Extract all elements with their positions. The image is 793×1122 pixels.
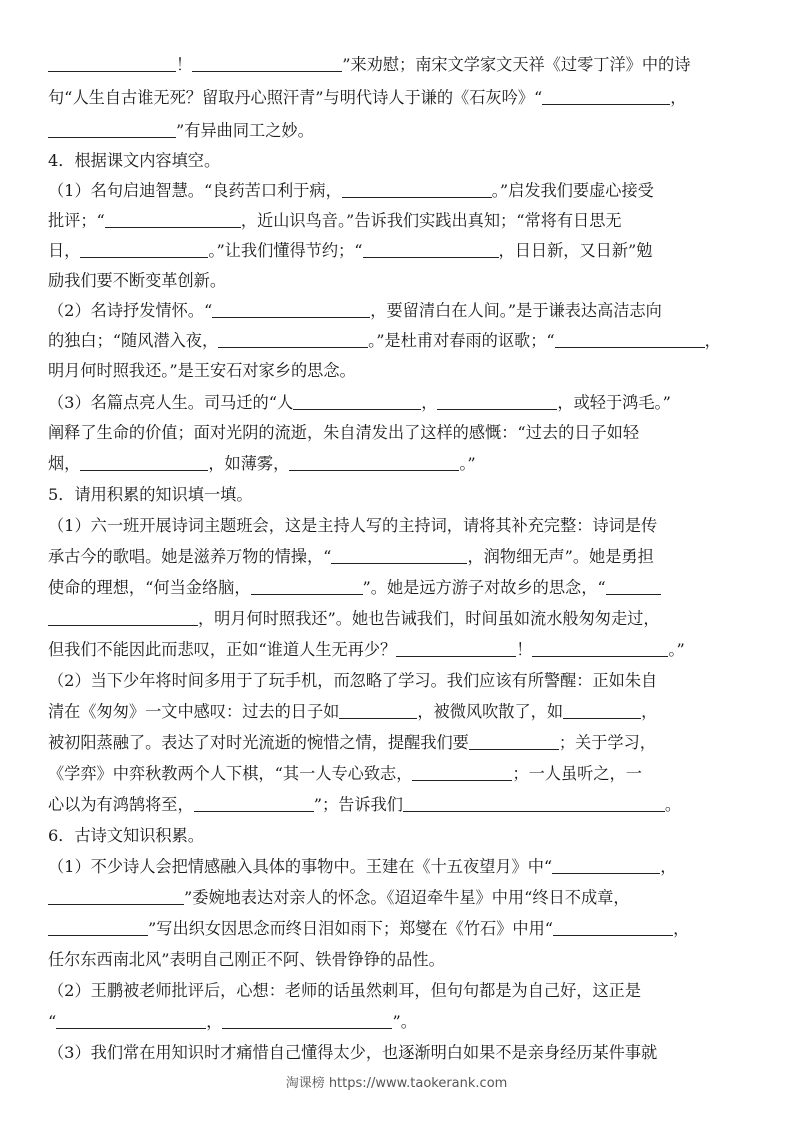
answer-blank[interactable] — [469, 732, 559, 750]
answer-blank[interactable] — [192, 54, 342, 72]
answer-blank[interactable] — [553, 918, 673, 936]
text-line: “ ， ”。 — [48, 1012, 417, 1031]
text-line: ”有异曲同工之妙。 — [48, 118, 748, 146]
answer-blank[interactable] — [212, 300, 370, 318]
answer-blank[interactable] — [80, 453, 208, 471]
answer-blank[interactable] — [251, 577, 363, 595]
answer-blank[interactable] — [331, 546, 467, 564]
answer-blank[interactable] — [105, 210, 241, 228]
text-line: ！ ”来劝慰；南宋文学家文天祥《过零丁洋》中的诗 — [48, 52, 748, 80]
answer-blank[interactable] — [289, 453, 459, 471]
answer-blank[interactable] — [542, 87, 670, 105]
question-heading: 5．请用积累的知识填一填。 — [48, 485, 253, 504]
text-line: （3）名篇点亮人生。司马迁的“人 ， ，或轻于鸿毛。” — [48, 393, 671, 412]
answer-blank[interactable] — [48, 918, 148, 936]
text-line: ，明月何时照我还”。她也告诫我们，时间虽如流水般匆匆走过， — [48, 606, 748, 634]
answer-blank[interactable] — [293, 392, 421, 410]
text-line: （2）名诗抒发情怀。“ ，要留清白在人间。”是于谦表达高洁志向 — [48, 301, 662, 320]
answer-blank[interactable] — [339, 701, 417, 719]
answer-blank[interactable] — [342, 180, 492, 198]
answer-blank[interactable] — [606, 577, 661, 595]
text-line: 承古今的歌唱。她是滋养万物的情操，“ ，润物细无声”。她是勇担 — [48, 547, 654, 566]
text-line: 使命的理想，“何当金络脑， ”。她是远方游子对故乡的思念，“ — [48, 575, 748, 603]
text-line: （1）六一班开展诗词主题班会，这是主持人写的主持词，请将其补充完整：诗词是传 — [48, 516, 658, 535]
footer-text: 淘课榜 https://www.taokerank.com — [285, 1076, 508, 1091]
text-line: （3）我们常在用知识时才痛惜自己懂得太少，也逐渐明白如果不是亲身经历某件事就 — [48, 1043, 658, 1062]
answer-blank[interactable] — [412, 763, 512, 781]
text-line: （2）王鹏被老师批评后，心想：老师的话虽然刺耳，但句句都是为自己好，这正是 — [48, 981, 642, 1000]
answer-blank[interactable] — [222, 1011, 392, 1029]
answer-blank[interactable] — [80, 240, 208, 258]
text-line: 任尔东西南北风”表明自己刚正不阿、铁骨铮铮的品性。 — [48, 950, 445, 969]
text-line: 阐释了生命的价值；面对光阴的流逝，朱自清发出了这样的感慨：“过去的日子如轻 — [48, 423, 640, 442]
answer-blank[interactable] — [563, 701, 641, 719]
question-heading: 6．古诗文知识积累。 — [48, 826, 204, 845]
text-line: 的独白；“随风潜入夜， 。”是杜甫对春雨的讴歌；“ ， — [48, 331, 721, 350]
answer-blank[interactable] — [218, 330, 368, 348]
answer-blank[interactable] — [396, 639, 516, 657]
text-line: 《学弈》中弈秋教两个人下棋，“其一人专心致志， ；一人虽听之，一 — [48, 764, 642, 783]
answer-blank[interactable] — [555, 330, 705, 348]
text-line: （1）名句启迪智慧。“良药苦口利于病， 。”启发我们要虚心接受 — [48, 181, 654, 200]
answer-blank[interactable] — [48, 608, 198, 626]
text-line: 励我们要不断变革创新。 — [48, 271, 227, 290]
answer-blank[interactable] — [48, 887, 184, 905]
answer-blank[interactable] — [552, 856, 660, 874]
text-line: 句“人生自古谁无死？留取丹心照汗青”与明代诗人于谦的《石灰吟》“ ， — [48, 88, 687, 107]
answer-blank[interactable] — [48, 54, 176, 72]
page-footer — [0, 1072, 793, 1091]
text-line: 但我们不能因此而悲叹，正如“谁道人生无再少？ ！ 。” — [48, 640, 685, 659]
text-line: ”委婉地表达对亲人的怀念。《迢迢牵牛星》中用“终日不成章， — [48, 885, 748, 913]
text-line: 明月何时照我还。”是王安石对家乡的思念。 — [48, 361, 356, 380]
answer-blank[interactable] — [532, 639, 668, 657]
text-line: 日， 。”让我们懂得节约；“ ，日日新，又日新”勉 — [48, 241, 653, 260]
text-line: 批评；“ ，近山识鸟音。”告诉我们实践出真知；“常将有日思无 — [48, 211, 622, 230]
text-line: 被初阳蒸融了。表达了对时光流逝的惋惜之情，提醒我们要 ；关于学习， — [48, 733, 656, 752]
answer-blank[interactable] — [437, 392, 557, 410]
answer-blank[interactable] — [56, 1011, 206, 1029]
text-line: ”写出织女因思念而终日泪如雨下；郑燮在《竹石》中用“ ， — [48, 916, 748, 944]
text-line: （1）不少诗人会把情感融入具体的事物中。王建在《十五夜望月》中“ ， — [48, 857, 677, 876]
text-line: （2）当下少年将时间多用于了玩手机，而忽略了学习。我们应该有所警醒：正如朱自 — [48, 671, 658, 690]
answer-blank[interactable] — [48, 120, 176, 138]
answer-blank[interactable] — [403, 794, 665, 812]
text-line: 心以为有鸿鹄将至， ”；告诉我们 。 — [48, 795, 682, 814]
answer-blank[interactable] — [194, 794, 314, 812]
question-heading: 4．根据课文内容填空。 — [48, 151, 221, 170]
text-line: 清在《匆匆》一文中感叹：过去的日子如 ，被微风吹散了，如 ， — [48, 702, 658, 721]
answer-blank[interactable] — [363, 240, 499, 258]
text-line: 烟， ，如薄雾， 。” — [48, 454, 476, 473]
